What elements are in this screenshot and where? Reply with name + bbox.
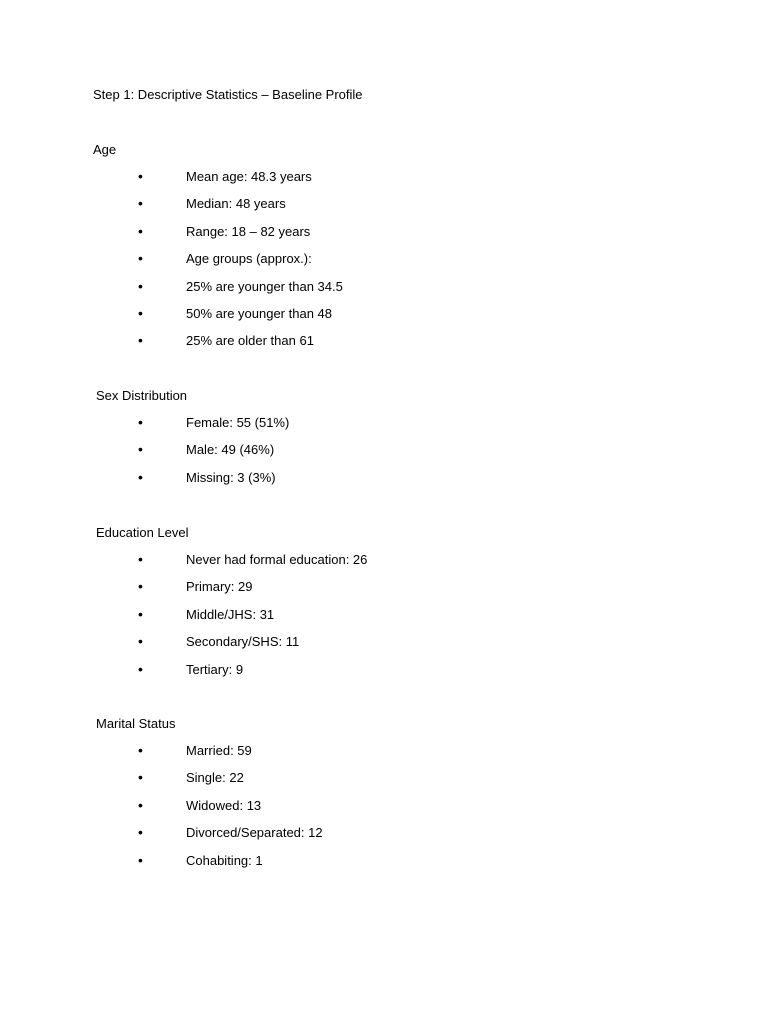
bullet-icon: • <box>138 468 143 485</box>
bullet-icon: • <box>138 168 143 184</box>
bullet-icon: • <box>138 605 143 622</box>
section-heading-marital-status: Marital Status <box>96 716 176 731</box>
bullet-icon: • <box>138 551 143 567</box>
bullet-icon: • <box>138 195 143 212</box>
section-heading-sex-distribution: Sex Distribution <box>96 388 188 403</box>
list-item: • Female: 55 (51%) <box>138 414 290 430</box>
bullet-icon: • <box>138 824 143 841</box>
list-item: • Middle/JHS: 31 <box>138 605 275 622</box>
section-heading-education-level: Education Level <box>96 525 189 540</box>
bullet-icon: • <box>138 742 143 758</box>
bullet-icon: • <box>138 660 143 677</box>
section-heading-age: Age <box>93 142 117 157</box>
bullet-icon: • <box>138 578 143 595</box>
bullet-icon: • <box>138 332 143 349</box>
bullet-icon: • <box>138 633 143 650</box>
education-level-list <box>0 552 600 689</box>
bullet-icon: • <box>138 851 143 868</box>
list-item: • Cohabiting: 1 <box>138 851 263 868</box>
bullet-icon: • <box>138 304 143 321</box>
list-item: • Median: 48 years <box>138 195 286 212</box>
list-item: • Married: 59 <box>138 742 252 758</box>
list-item: • Single: 22 <box>138 769 244 786</box>
sex-distribution-list <box>0 415 600 497</box>
list-item: • Primary: 29 <box>138 578 253 595</box>
age-list <box>0 169 600 361</box>
bullet-icon: • <box>138 796 143 813</box>
bullet-icon: • <box>138 277 143 294</box>
list-item: • Male: 49 (46%) <box>138 441 275 458</box>
list-item: • 25% are younger than 34.5 <box>138 277 343 294</box>
list-item: • Never had formal education: 26 <box>138 551 368 567</box>
list-item: • Missing: 3 (3%) <box>138 468 276 485</box>
marital-status-list <box>0 743 600 880</box>
list-item: • Tertiary: 9 <box>138 660 244 677</box>
list-item: • 50% are younger than 48 <box>138 304 332 321</box>
list-item: • 25% are older than 61 <box>138 332 314 349</box>
page-title: Step 1: Descriptive Statistics – Baseline Profile <box>93 87 363 102</box>
list-item: • Divorced/Separated: 12 <box>138 824 323 841</box>
list-item: • Secondary/SHS: 11 <box>138 633 300 650</box>
bullet-icon: • <box>138 222 143 239</box>
bullet-icon: • <box>138 250 143 267</box>
list-item: • Widowed: 13 <box>138 796 262 813</box>
list-item: • Mean age: 48.3 years <box>138 168 312 184</box>
bullet-icon: • <box>138 441 143 458</box>
bullet-icon: • <box>138 414 143 430</box>
list-item: • Range: 18 – 82 years <box>138 222 311 239</box>
bullet-icon: • <box>138 769 143 786</box>
list-item: • Age groups (approx.): <box>138 250 312 267</box>
